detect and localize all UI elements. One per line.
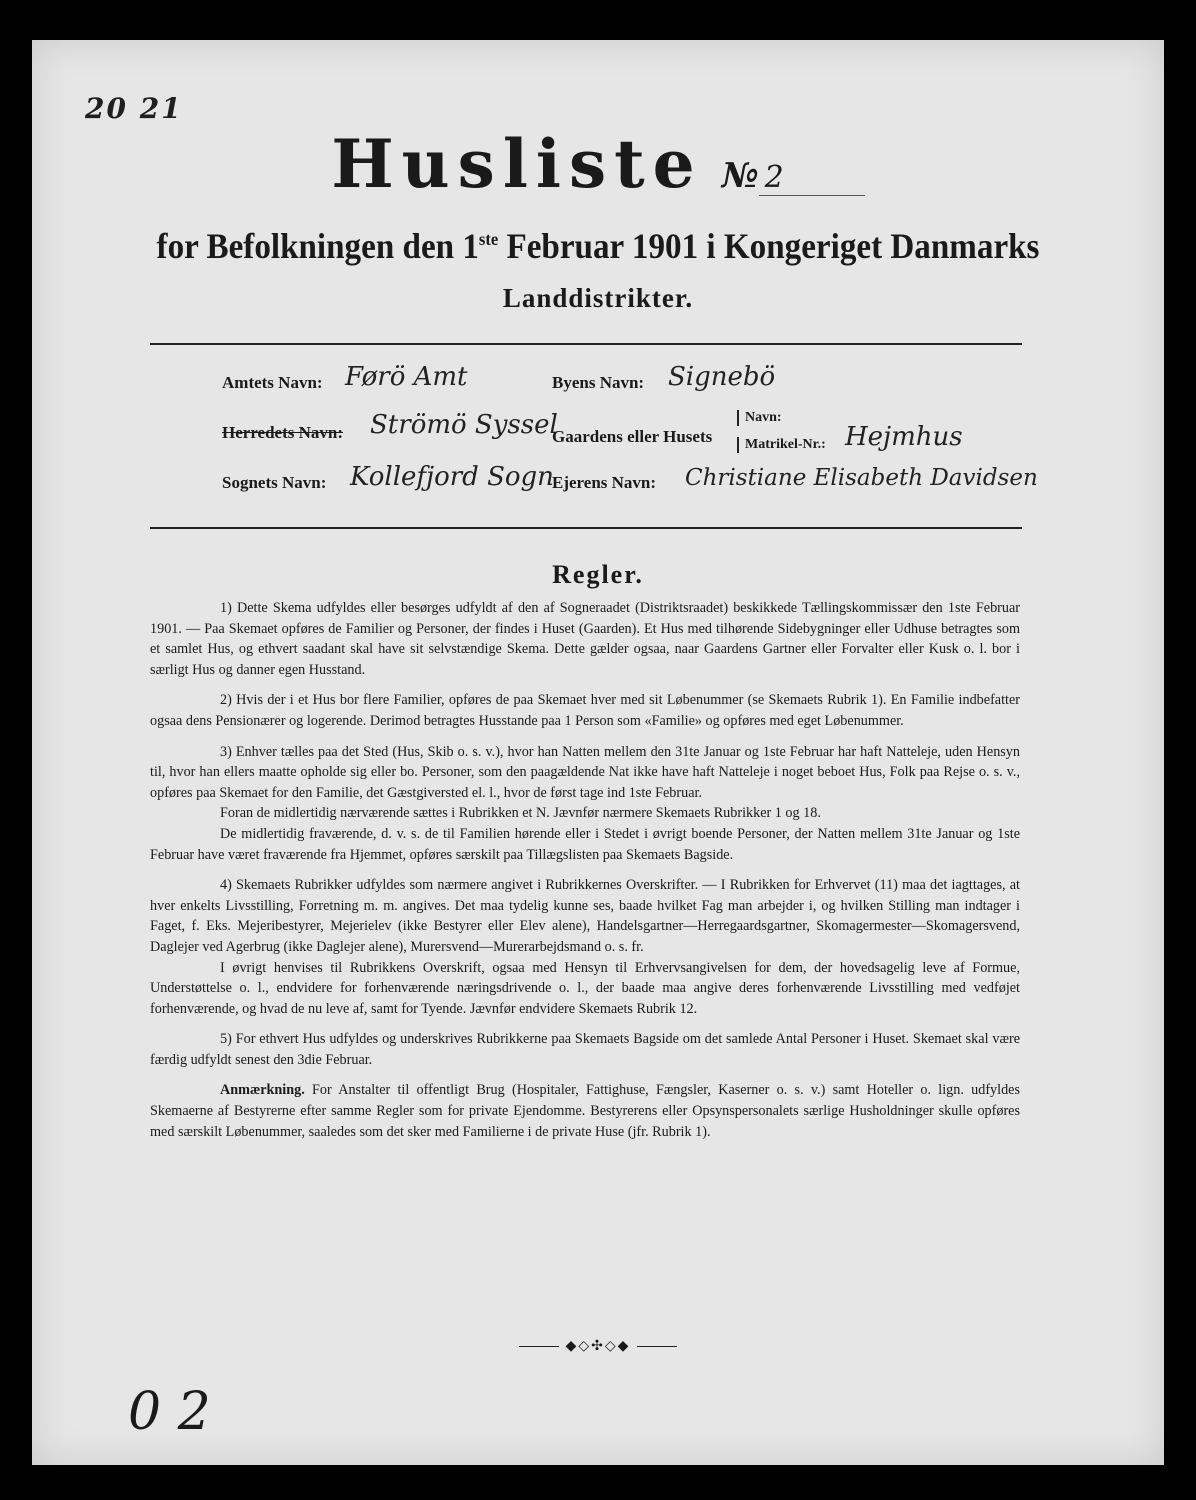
by-label: Byens Navn: (552, 373, 645, 392)
district-label: Landdistrikter. (502, 283, 694, 313)
amt-label: Amtets Navn: (222, 373, 323, 392)
form-subtitle (48, 225, 1148, 267)
subtitle-part-a: for Befolkningen den 1 (156, 226, 479, 266)
rule-4b: I øvrigt henvises til Rubrikkens Overskrift, ogsaa med Hensyn til Erhvervsangivelsen for dem, der hovedsagelig leve af Formue, Understøttelse o. l., endvidere for forhenværende næringsdrivende o. l., der baade maa angive deres forhenværende Livsstilling med vedføjet forhenværende, og hvad de nu leve af, samt for Tyende. Jævnfør endvidere Skemaets Rubrik 12. (150, 959, 1020, 1017)
matrikel-label: Matrikel-Nr.: (737, 437, 826, 453)
number-label: № (721, 156, 759, 196)
subtitle-part-b: Februar 1901 i Kongeriget Danmarks (498, 226, 1040, 266)
herred-value: Strömö Syssel (370, 410, 558, 440)
by-value: Signebö (668, 362, 776, 392)
herred-label: Herredets Navn: (222, 423, 344, 442)
subtitle-sup: ste (478, 229, 499, 249)
rule-2: 2) Hvis der i et Hus bor flere Familier, opføres de paa Skemaet hver med sit Løbenummer (se Skemaets Rubrik 1). En Familie indbefatter ogsaa dens Pensionærer og logerende. Derimod betragtes Husstande paa 1 Person som «Familie» og opføres med eget Løbenummer. (150, 692, 1020, 729)
page-number: 20 21 (85, 92, 183, 125)
sogn-value: Kollefjord Sogn (350, 462, 554, 492)
divider-top (150, 343, 1022, 345)
rules-body (150, 598, 1020, 1152)
gaard-label: Gaardens eller Husets (552, 427, 713, 446)
handwritten-note: 0 2 (128, 1382, 211, 1442)
rule-5: 5) For ethvert Hus udfyldes og underskrives Rubrikkerne paa Skemaets Bagside om det samlede Antal Personer i Huset. Skemaet skal være færdig udfyldt senest den 3die Februar. (150, 1031, 1020, 1068)
navn-label: Navn: (737, 410, 782, 426)
ornament-divider: ◆◇✣◇◆ (0, 1338, 1196, 1354)
note-label: Anmærkning. (220, 1082, 305, 1099)
form-title (0, 125, 1196, 203)
ejer-value: Christiane Elisabeth Davidsen (685, 465, 1038, 491)
note (150, 1080, 1020, 1142)
sogn-label: Sognets Navn: (222, 473, 327, 492)
rule-3b: Foran de midlertidig nærværende sættes i Rubrikken et N. Jævnfør nærmere Skemaets Rubrikker 1 og 18. (220, 805, 821, 822)
note-text: For Anstalter til offentligt Brug (Hospitaler, Fattighuse, Fængsler, Kaserner o. s. v.) samt Hoteller o. lign. udfyldes Skemaerne af Bestyrerne efter samme Regler som for private Ejendomme. Bestyrerens eller Opsynspersonalets særlige Husholdninger skulle opføres med særskilt Løbenummer, saaledes som det sker med Familierne i de private Huse (jfr. Rubrik 1). (150, 1082, 1021, 1140)
ejer-label: Ejerens Navn: (552, 473, 657, 492)
rule-1: 1) Dette Skema udfyldes eller besørges udfyldt af den af Sogneraadet (Distriktsraadet) beskikkede Tællingskommissær den 1ste Februar 1901. — Paa Skemaet opføres de Familier og Personer, der findes i Huset (Gaarden). Et Hus med tilhørende Sidebygninger eller Udhuse betragtes som et samlet Hus, og ethvert saadant skal have sit selvstændige Skema. Dette gælder ogsaa, naar Gaardens Gartner eller Forvalter eller Kusk o. l. bor i særligt Hus og danner egen Husstand. (150, 600, 1020, 678)
rule-4: 4) Skemaets Rubrikker udfyldes som nærmere angivet i Rubrikkernes Overskrifter. — I Rubrikken for Erhvervet (11) maa det iagttages, at hver enkelts Livsstilling, Forretning m. m. angives. Det maa tydelig kunne ses, baade hvilket Fag man arbejder i, og hvilken Stilling man indtager i Faget, f. Eks. Mejeribestyrer, Mejerielev (ikke Bestyrer eller Elev alene), Handelsgartner—Herregaardsgartner, Skomagermester—Skomagersvend, Daglejer ved Agerbrug (ikke Daglejer alene), Murersvend—Murerarbejdsmand o. s. fr. (150, 877, 1020, 955)
rule-3: 3) Enhver tælles paa det Sted (Hus, Skib o. s. v.), hvor han Natten mellem den 31te Januar og 1ste Februar har haft Natteleje, uden Hensyn til, hvor han ellers maatte opholde sig eller bo. Personer, som den paagældende Nat ikke have haft Natteleje i noget beboet Hus, Folk paa Rejse o. s. v., opføres paa Skemaet for den Familie, det Gæstgiversted el. l., hvor de først tage ind 1ste Februar. (150, 743, 1020, 801)
amt-value: Førö Amt (345, 362, 468, 392)
list-number: 2 (759, 160, 865, 196)
divider-bottom (150, 527, 1022, 529)
rule-3c: De midlertidig fraværende, d. v. s. de til Familien hørende eller i Stedet i øvrigt boende Personer, der Natten mellem 31te Januar og 1ste Februar have været fraværende fra Hjemmet, opføres særskilt paa Tillægslisten paa Skemaets Bagside. (150, 825, 1020, 863)
matrikel-value: Hejmhus (845, 422, 963, 452)
rules-heading: Regler. (552, 560, 644, 589)
title-text: Husliste (331, 125, 703, 203)
